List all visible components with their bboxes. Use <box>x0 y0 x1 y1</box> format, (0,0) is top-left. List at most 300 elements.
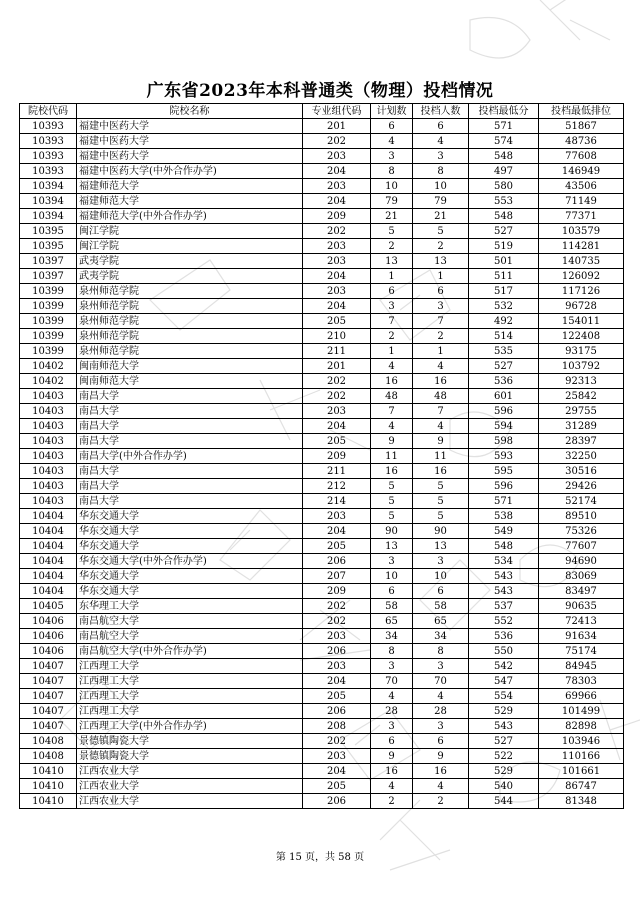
cell-school-name: 闽江学院 <box>77 224 303 239</box>
cell-school-name: 东华理工大学 <box>77 599 303 614</box>
cell-group-code: 202 <box>303 734 371 749</box>
cell-school-name: 福建师范大学 <box>77 179 303 194</box>
cell-school-code: 10404 <box>20 569 77 584</box>
cell-admitted-count: 2 <box>413 329 469 344</box>
cell-min-rank: 30516 <box>539 464 624 479</box>
table-row <box>20 359 624 374</box>
table-row <box>20 509 624 524</box>
cell-admitted-count: 6 <box>413 584 469 599</box>
cell-school-code: 10399 <box>20 314 77 329</box>
cell-school-code: 10393 <box>20 164 77 179</box>
cell-plan-count: 28 <box>371 704 413 719</box>
cell-school-name: 南昌大学 <box>77 419 303 434</box>
cell-school-code: 10394 <box>20 194 77 209</box>
cell-min-score: 549 <box>469 524 539 539</box>
cell-admitted-count: 34 <box>413 629 469 644</box>
cell-admitted-count: 4 <box>413 134 469 149</box>
cell-min-rank: 96728 <box>539 299 624 314</box>
cell-group-code: 203 <box>303 284 371 299</box>
table-row <box>20 389 624 404</box>
cell-plan-count: 9 <box>371 749 413 764</box>
table-row <box>20 494 624 509</box>
cell-min-score: 543 <box>469 719 539 734</box>
cell-min-rank: 77371 <box>539 209 624 224</box>
cell-group-code: 206 <box>303 794 371 809</box>
table-row <box>20 434 624 449</box>
cell-admitted-count: 70 <box>413 674 469 689</box>
cell-group-code: 211 <box>303 344 371 359</box>
cell-min-rank: 101661 <box>539 764 624 779</box>
cell-plan-count: 21 <box>371 209 413 224</box>
cell-min-rank: 94690 <box>539 554 624 569</box>
cell-school-name: 南昌航空大学 <box>77 629 303 644</box>
cell-group-code: 203 <box>303 239 371 254</box>
cell-plan-count: 10 <box>371 569 413 584</box>
cell-plan-count: 4 <box>371 359 413 374</box>
cell-min-rank: 81348 <box>539 794 624 809</box>
cell-admitted-count: 16 <box>413 464 469 479</box>
table-row <box>20 404 624 419</box>
table-row <box>20 539 624 554</box>
cell-admitted-count: 7 <box>413 404 469 419</box>
table-row <box>20 419 624 434</box>
cell-plan-count: 9 <box>371 434 413 449</box>
cell-school-name: 闽南师范大学 <box>77 374 303 389</box>
cell-plan-count: 7 <box>371 314 413 329</box>
cell-min-score: 550 <box>469 644 539 659</box>
cell-school-code: 10404 <box>20 524 77 539</box>
cell-school-name: 华东交通大学 <box>77 539 303 554</box>
table-row <box>20 704 624 719</box>
cell-school-code: 10399 <box>20 284 77 299</box>
cell-admitted-count: 4 <box>413 419 469 434</box>
cell-plan-count: 2 <box>371 239 413 254</box>
cell-min-score: 527 <box>469 359 539 374</box>
cell-school-code: 10408 <box>20 749 77 764</box>
cell-admitted-count: 6 <box>413 284 469 299</box>
cell-group-code: 203 <box>303 749 371 764</box>
cell-admitted-count: 4 <box>413 359 469 374</box>
cell-school-code: 10402 <box>20 374 77 389</box>
cell-min-score: 580 <box>469 179 539 194</box>
table-row <box>20 179 624 194</box>
cell-school-name: 南昌大学 <box>77 389 303 404</box>
cell-admitted-count: 7 <box>413 314 469 329</box>
table-row <box>20 749 624 764</box>
cell-school-name: 江西理工大学 <box>77 689 303 704</box>
cell-min-score: 548 <box>469 209 539 224</box>
cell-min-rank: 82898 <box>539 719 624 734</box>
cell-group-code: 204 <box>303 164 371 179</box>
cell-plan-count: 5 <box>371 509 413 524</box>
cell-school-name: 武夷学院 <box>77 269 303 284</box>
cell-admitted-count: 2 <box>413 794 469 809</box>
cell-admitted-count: 5 <box>413 509 469 524</box>
cell-admitted-count: 3 <box>413 554 469 569</box>
cell-school-name: 武夷学院 <box>77 254 303 269</box>
cell-plan-count: 5 <box>371 224 413 239</box>
cell-school-name: 江西理工大学 <box>77 659 303 674</box>
cell-school-name: 福建中医药大学 <box>77 119 303 134</box>
cell-min-rank: 140735 <box>539 254 624 269</box>
cell-plan-count: 7 <box>371 404 413 419</box>
cell-min-rank: 89510 <box>539 509 624 524</box>
cell-school-name: 华东交通大学 <box>77 509 303 524</box>
cell-min-score: 571 <box>469 494 539 509</box>
table-row <box>20 464 624 479</box>
cell-min-rank: 28397 <box>539 434 624 449</box>
cell-min-rank: 154011 <box>539 314 624 329</box>
cell-plan-count: 6 <box>371 284 413 299</box>
cell-plan-count: 16 <box>371 464 413 479</box>
cell-group-code: 204 <box>303 194 371 209</box>
cell-school-name: 泉州师范学院 <box>77 344 303 359</box>
cell-min-rank: 72413 <box>539 614 624 629</box>
cell-group-code: 206 <box>303 554 371 569</box>
cell-min-rank: 146949 <box>539 164 624 179</box>
cell-plan-count: 6 <box>371 734 413 749</box>
table-row <box>20 164 624 179</box>
header-group-code: 专业组代码 <box>303 104 371 119</box>
cell-min-score: 519 <box>469 239 539 254</box>
cell-admitted-count: 10 <box>413 569 469 584</box>
cell-min-rank: 91634 <box>539 629 624 644</box>
table-row <box>20 119 624 134</box>
cell-min-rank: 103946 <box>539 734 624 749</box>
cell-admitted-count: 13 <box>413 254 469 269</box>
cell-min-score: 595 <box>469 464 539 479</box>
cell-school-code: 10408 <box>20 734 77 749</box>
cell-min-score: 548 <box>469 539 539 554</box>
cell-school-name: 南昌大学 <box>77 464 303 479</box>
cell-school-name: 华东交通大学 <box>77 584 303 599</box>
cell-school-code: 10404 <box>20 509 77 524</box>
cell-plan-count: 79 <box>371 194 413 209</box>
cell-min-score: 501 <box>469 254 539 269</box>
table-row <box>20 554 624 569</box>
cell-school-code: 10402 <box>20 359 77 374</box>
table-row <box>20 449 624 464</box>
cell-school-code: 10404 <box>20 584 77 599</box>
cell-admitted-count: 11 <box>413 449 469 464</box>
table-row <box>20 284 624 299</box>
cell-plan-count: 2 <box>371 794 413 809</box>
table-header-row <box>20 104 624 119</box>
cell-min-rank: 31289 <box>539 419 624 434</box>
cell-plan-count: 1 <box>371 344 413 359</box>
cell-plan-count: 3 <box>371 299 413 314</box>
cell-school-code: 10403 <box>20 389 77 404</box>
admission-table <box>19 103 624 809</box>
cell-min-score: 514 <box>469 329 539 344</box>
cell-group-code: 204 <box>303 419 371 434</box>
cell-group-code: 202 <box>303 374 371 389</box>
cell-min-rank: 90635 <box>539 599 624 614</box>
table-row <box>20 479 624 494</box>
cell-school-name: 景德镇陶瓷大学 <box>77 734 303 749</box>
header-school-code: 院校代码 <box>20 104 77 119</box>
cell-min-score: 540 <box>469 779 539 794</box>
cell-min-rank: 77607 <box>539 539 624 554</box>
cell-group-code: 201 <box>303 119 371 134</box>
cell-min-score: 542 <box>469 659 539 674</box>
cell-school-code: 10407 <box>20 704 77 719</box>
cell-group-code: 203 <box>303 254 371 269</box>
table-row <box>20 344 624 359</box>
cell-group-code: 206 <box>303 704 371 719</box>
cell-school-code: 10407 <box>20 674 77 689</box>
cell-group-code: 202 <box>303 599 371 614</box>
cell-group-code: 204 <box>303 299 371 314</box>
cell-min-score: 554 <box>469 689 539 704</box>
cell-school-code: 10410 <box>20 794 77 809</box>
cell-admitted-count: 3 <box>413 719 469 734</box>
cell-min-rank: 103579 <box>539 224 624 239</box>
cell-school-code: 10407 <box>20 689 77 704</box>
cell-min-rank: 77608 <box>539 149 624 164</box>
cell-school-name: 福建中医药大学(中外合作办学) <box>77 164 303 179</box>
cell-group-code: 203 <box>303 404 371 419</box>
cell-group-code: 202 <box>303 389 371 404</box>
table-row <box>20 149 624 164</box>
cell-school-name: 江西理工大学 <box>77 674 303 689</box>
cell-min-score: 522 <box>469 749 539 764</box>
table-row <box>20 209 624 224</box>
cell-plan-count: 3 <box>371 149 413 164</box>
cell-school-name: 南昌航空大学 <box>77 614 303 629</box>
cell-admitted-count: 6 <box>413 119 469 134</box>
cell-min-score: 538 <box>469 509 539 524</box>
cell-school-name: 福建中医药大学 <box>77 134 303 149</box>
cell-plan-count: 13 <box>371 254 413 269</box>
cell-admitted-count: 21 <box>413 209 469 224</box>
cell-admitted-count: 5 <box>413 479 469 494</box>
table-row <box>20 764 624 779</box>
table-row <box>20 254 624 269</box>
cell-group-code: 205 <box>303 434 371 449</box>
cell-admitted-count: 16 <box>413 764 469 779</box>
table-row <box>20 299 624 314</box>
cell-group-code: 211 <box>303 464 371 479</box>
cell-school-code: 10406 <box>20 614 77 629</box>
cell-admitted-count: 3 <box>413 659 469 674</box>
cell-admitted-count: 8 <box>413 164 469 179</box>
cell-school-name: 福建师范大学 <box>77 194 303 209</box>
cell-school-name: 景德镇陶瓷大学 <box>77 749 303 764</box>
cell-min-score: 537 <box>469 599 539 614</box>
cell-min-score: 536 <box>469 629 539 644</box>
cell-group-code: 202 <box>303 224 371 239</box>
table-row <box>20 374 624 389</box>
cell-min-score: 534 <box>469 554 539 569</box>
cell-min-score: 601 <box>469 389 539 404</box>
cell-min-rank: 114281 <box>539 239 624 254</box>
cell-school-name: 华东交通大学 <box>77 569 303 584</box>
cell-admitted-count: 3 <box>413 299 469 314</box>
cell-admitted-count: 6 <box>413 734 469 749</box>
cell-min-score: 497 <box>469 164 539 179</box>
cell-plan-count: 1 <box>371 269 413 284</box>
cell-group-code: 212 <box>303 479 371 494</box>
cell-group-code: 204 <box>303 674 371 689</box>
cell-admitted-count: 9 <box>413 434 469 449</box>
cell-min-rank: 101499 <box>539 704 624 719</box>
cell-school-name: 华东交通大学 <box>77 524 303 539</box>
cell-school-name: 江西农业大学 <box>77 794 303 809</box>
cell-school-code: 10393 <box>20 149 77 164</box>
table-row <box>20 224 624 239</box>
cell-min-rank: 93175 <box>539 344 624 359</box>
cell-min-score: 596 <box>469 479 539 494</box>
cell-school-code: 10403 <box>20 479 77 494</box>
cell-min-score: 553 <box>469 194 539 209</box>
cell-group-code: 214 <box>303 494 371 509</box>
cell-min-rank: 78303 <box>539 674 624 689</box>
table-row <box>20 569 624 584</box>
cell-min-rank: 52174 <box>539 494 624 509</box>
cell-school-name: 南昌航空大学(中外合作办学) <box>77 644 303 659</box>
cell-min-rank: 83069 <box>539 569 624 584</box>
cell-admitted-count: 4 <box>413 779 469 794</box>
cell-min-score: 548 <box>469 149 539 164</box>
cell-school-name: 福建中医药大学 <box>77 149 303 164</box>
cell-school-code: 10403 <box>20 449 77 464</box>
table-row <box>20 524 624 539</box>
cell-plan-count: 4 <box>371 134 413 149</box>
cell-school-name: 江西理工大学 <box>77 704 303 719</box>
cell-group-code: 203 <box>303 509 371 524</box>
cell-plan-count: 2 <box>371 329 413 344</box>
cell-min-rank: 92313 <box>539 374 624 389</box>
cell-school-name: 闽江学院 <box>77 239 303 254</box>
cell-plan-count: 6 <box>371 584 413 599</box>
cell-group-code: 204 <box>303 269 371 284</box>
cell-min-score: 571 <box>469 119 539 134</box>
cell-school-code: 10407 <box>20 659 77 674</box>
cell-plan-count: 4 <box>371 779 413 794</box>
cell-admitted-count: 79 <box>413 194 469 209</box>
cell-min-score: 543 <box>469 584 539 599</box>
cell-admitted-count: 58 <box>413 599 469 614</box>
cell-school-code: 10406 <box>20 644 77 659</box>
cell-plan-count: 8 <box>371 644 413 659</box>
cell-group-code: 204 <box>303 764 371 779</box>
cell-min-score: 532 <box>469 299 539 314</box>
cell-min-rank: 48736 <box>539 134 624 149</box>
cell-min-score: 492 <box>469 314 539 329</box>
cell-admitted-count: 16 <box>413 374 469 389</box>
cell-min-score: 527 <box>469 224 539 239</box>
cell-group-code: 210 <box>303 329 371 344</box>
cell-school-name: 南昌大学 <box>77 404 303 419</box>
table-row <box>20 329 624 344</box>
table-row <box>20 269 624 284</box>
cell-plan-count: 11 <box>371 449 413 464</box>
cell-plan-count: 90 <box>371 524 413 539</box>
cell-min-rank: 51867 <box>539 119 624 134</box>
cell-school-name: 闽南师范大学 <box>77 359 303 374</box>
table-row <box>20 794 624 809</box>
cell-min-score: 574 <box>469 134 539 149</box>
cell-group-code: 203 <box>303 149 371 164</box>
table-row <box>20 134 624 149</box>
cell-school-name: 华东交通大学(中外合作办学) <box>77 554 303 569</box>
cell-group-code: 205 <box>303 689 371 704</box>
cell-school-code: 10403 <box>20 404 77 419</box>
cell-admitted-count: 5 <box>413 494 469 509</box>
cell-plan-count: 3 <box>371 659 413 674</box>
cell-min-rank: 83497 <box>539 584 624 599</box>
cell-school-code: 10399 <box>20 299 77 314</box>
header-admitted-count: 投档人数 <box>413 104 469 119</box>
cell-min-rank: 117126 <box>539 284 624 299</box>
cell-school-name: 泉州师范学院 <box>77 314 303 329</box>
cell-school-code: 10399 <box>20 344 77 359</box>
cell-school-code: 10410 <box>20 779 77 794</box>
cell-min-rank: 29755 <box>539 404 624 419</box>
cell-school-code: 10410 <box>20 764 77 779</box>
cell-school-name: 南昌大学(中外合作办学) <box>77 449 303 464</box>
cell-school-code: 10395 <box>20 224 77 239</box>
cell-min-score: 527 <box>469 734 539 749</box>
cell-plan-count: 3 <box>371 719 413 734</box>
cell-group-code: 209 <box>303 209 371 224</box>
table-row <box>20 779 624 794</box>
cell-min-score: 535 <box>469 344 539 359</box>
cell-admitted-count: 28 <box>413 704 469 719</box>
table-row <box>20 644 624 659</box>
table-row <box>20 239 624 254</box>
header-plan-count: 计划数 <box>371 104 413 119</box>
cell-school-code: 10407 <box>20 719 77 734</box>
table-row <box>20 719 624 734</box>
page-title: 广东省2023年本科普通类（物理）投档情况 <box>146 81 494 101</box>
cell-group-code: 203 <box>303 659 371 674</box>
cell-plan-count: 58 <box>371 599 413 614</box>
cell-min-rank: 43506 <box>539 179 624 194</box>
cell-min-score: 594 <box>469 419 539 434</box>
cell-group-code: 205 <box>303 779 371 794</box>
cell-school-name: 江西理工大学(中外合作办学) <box>77 719 303 734</box>
cell-admitted-count: 10 <box>413 179 469 194</box>
cell-plan-count: 16 <box>371 374 413 389</box>
cell-school-code: 10403 <box>20 494 77 509</box>
table-row <box>20 584 624 599</box>
cell-plan-count: 6 <box>371 119 413 134</box>
cell-school-name: 福建师范大学(中外合作办学) <box>77 209 303 224</box>
cell-group-code: 202 <box>303 134 371 149</box>
cell-school-code: 10405 <box>20 599 77 614</box>
cell-plan-count: 65 <box>371 614 413 629</box>
table-row <box>20 659 624 674</box>
cell-school-code: 10394 <box>20 179 77 194</box>
cell-school-code: 10403 <box>20 434 77 449</box>
cell-plan-count: 48 <box>371 389 413 404</box>
cell-admitted-count: 2 <box>413 239 469 254</box>
header-min-score: 投档最低分 <box>469 104 539 119</box>
cell-group-code: 203 <box>303 629 371 644</box>
cell-school-code: 10404 <box>20 539 77 554</box>
cell-admitted-count: 9 <box>413 749 469 764</box>
cell-school-code: 10406 <box>20 629 77 644</box>
cell-min-score: 544 <box>469 794 539 809</box>
cell-group-code: 208 <box>303 719 371 734</box>
cell-plan-count: 4 <box>371 419 413 434</box>
cell-group-code: 202 <box>303 614 371 629</box>
cell-school-code: 10399 <box>20 329 77 344</box>
cell-min-score: 596 <box>469 404 539 419</box>
cell-group-code: 207 <box>303 569 371 584</box>
